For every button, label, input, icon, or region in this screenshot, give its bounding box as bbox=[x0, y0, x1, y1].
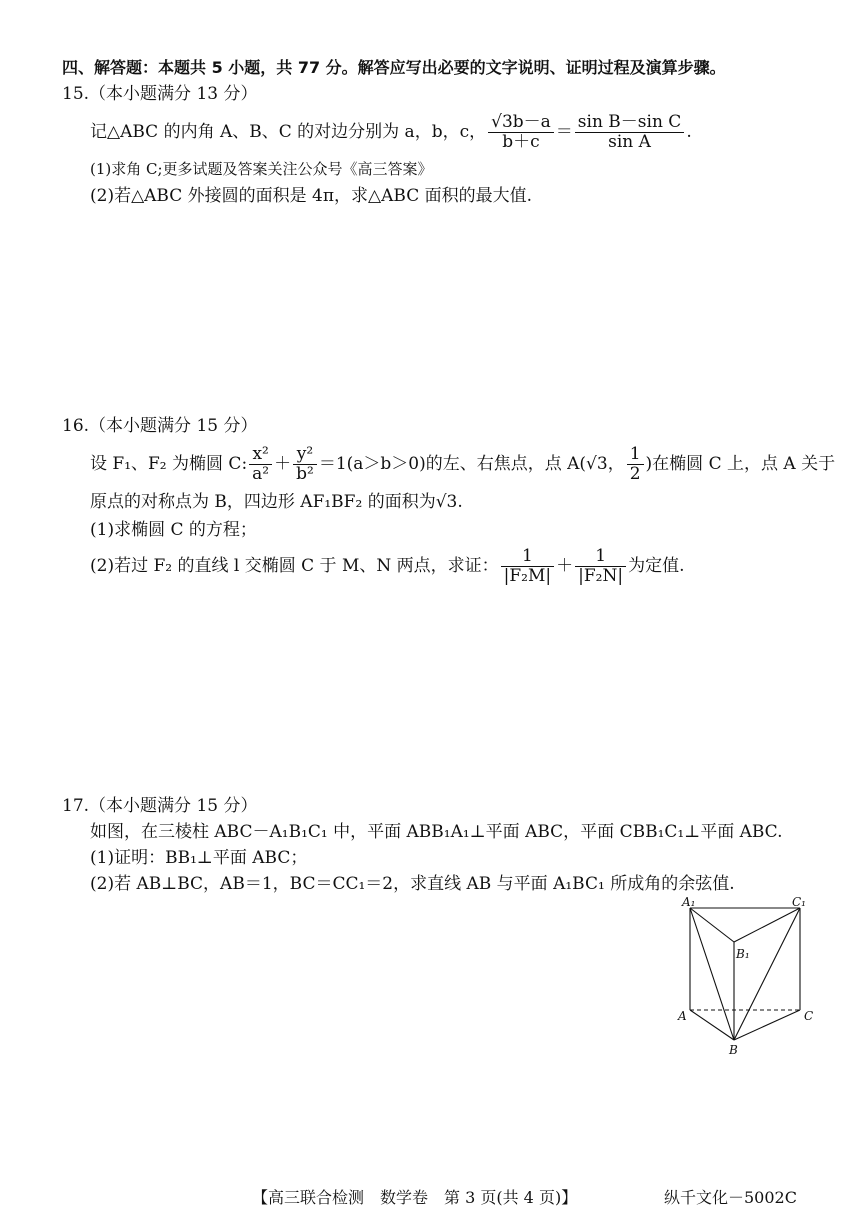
q15-stem: 记△ABC 的内角 A、B、C 的对边分别为 a，b，c， $\frac{√3b-a}{b+c}$ ＝ $\frac{\text{sin B－sin C}}{\text{sin A}}$ . bbox=[90, 112, 692, 152]
label-b1: B₁ bbox=[736, 947, 750, 961]
edge-b1-c1 bbox=[734, 908, 800, 942]
q17-part1: (1)证明：BB₁⊥平面 ABC； bbox=[90, 848, 308, 868]
label-c1: C₁ bbox=[792, 895, 806, 909]
q16-half-fraction: $\frac{1}{2}$ bbox=[627, 445, 644, 483]
q16-y-fraction: $\frac{\text{y²}}{\text{b²}}$ bbox=[293, 445, 317, 483]
prism-figure bbox=[670, 892, 820, 1062]
edge-a1-b bbox=[690, 908, 734, 1040]
q16-x-fraction: $\frac{\text{x²}}{\text{a²}}$ bbox=[249, 445, 272, 483]
section-title: 四、解答题：本题共 5 小题，共 77 分。解答应写出必要的文字说明、证明过程及演算步骤。 bbox=[62, 58, 726, 77]
edge-a1-b1 bbox=[690, 908, 734, 942]
edge-b-c bbox=[734, 1010, 800, 1040]
q16-line2: 原点的对称点为 B，四边形 AF₁BF₂ 的面积为√3. bbox=[90, 492, 463, 512]
q16-header: 16.（本小题满分 15 分） bbox=[62, 416, 258, 436]
footer-code: 纵千文化－5002C bbox=[664, 1188, 797, 1207]
q16-part2: (2)若过 F₂ 的直线 l 交椭圆 C 于 M、N 两点，求证： $\frac{1}{\text{|F₂M|}}$ ＋ $\frac{1}{\text{|F₂N|}}$ 为定值. bbox=[90, 546, 685, 586]
edge-c1-b bbox=[734, 908, 800, 1040]
q15-fraction-left: $\frac{√3b-a}{b+c}$ bbox=[488, 113, 554, 151]
edge-a-b bbox=[690, 1010, 734, 1040]
q16-part1: (1)求椭圆 C 的方程； bbox=[90, 520, 257, 540]
q17-line1: 如图，在三棱柱 ABC－A₁B₁C₁ 中，平面 ABB₁A₁⊥平面 ABC，平面 CBB₁C₁⊥平面 ABC. bbox=[90, 822, 783, 842]
q16-fraction-m: $\frac{1}{\text{|F₂M|}}$ bbox=[501, 547, 554, 585]
q15-header: 15.（本小题满分 13 分） bbox=[62, 84, 258, 104]
footer-exam-info: 【高三联合检测 数学卷 第 3 页(共 4 页)】 bbox=[252, 1188, 578, 1207]
label-c: C bbox=[804, 1009, 814, 1023]
label-a: A bbox=[678, 1009, 687, 1023]
label-b: B bbox=[729, 1043, 738, 1057]
label-a1: A₁ bbox=[682, 895, 696, 909]
q16-line1: 设 F₁、F₂ 为椭圆 C: $\frac{\text{x²}}{\text{a²}}$ ＋ $\frac{\text{y²}}{\text{b²}}$ ＝1(a＞b＞0)的左、右焦点，点 A(√3， $\frac{1}{2}$ )在椭圆 C 上，点 A 关于 bbox=[90, 444, 836, 484]
q15-part2: (2)若△ABC 外接圆的面积是 4π，求△ABC 面积的最大值. bbox=[90, 186, 533, 206]
q17-header: 17.（本小题满分 15 分） bbox=[62, 796, 258, 816]
q15-fraction-right: $\frac{\text{sin B－sin C}}{\text{sin A}}$ bbox=[575, 113, 685, 151]
q16-fraction-n: $\frac{1}{\text{|F₂N|}}$ bbox=[575, 547, 626, 585]
q15-equals: ＝ bbox=[555, 122, 573, 142]
q17-part2: (2)若 AB⊥BC，AB＝1，BC＝CC₁＝2，求直线 AB 与平面 A₁BC₁ 所成角的余弦值. bbox=[90, 874, 735, 894]
q15-part1: (1)求角 C;更多试题及答案关注公众号《高三答案》 bbox=[90, 160, 433, 178]
q15-stem-pre: 记△ABC 的内角 A、B、C 的对边分别为 a，b，c， bbox=[90, 122, 487, 142]
